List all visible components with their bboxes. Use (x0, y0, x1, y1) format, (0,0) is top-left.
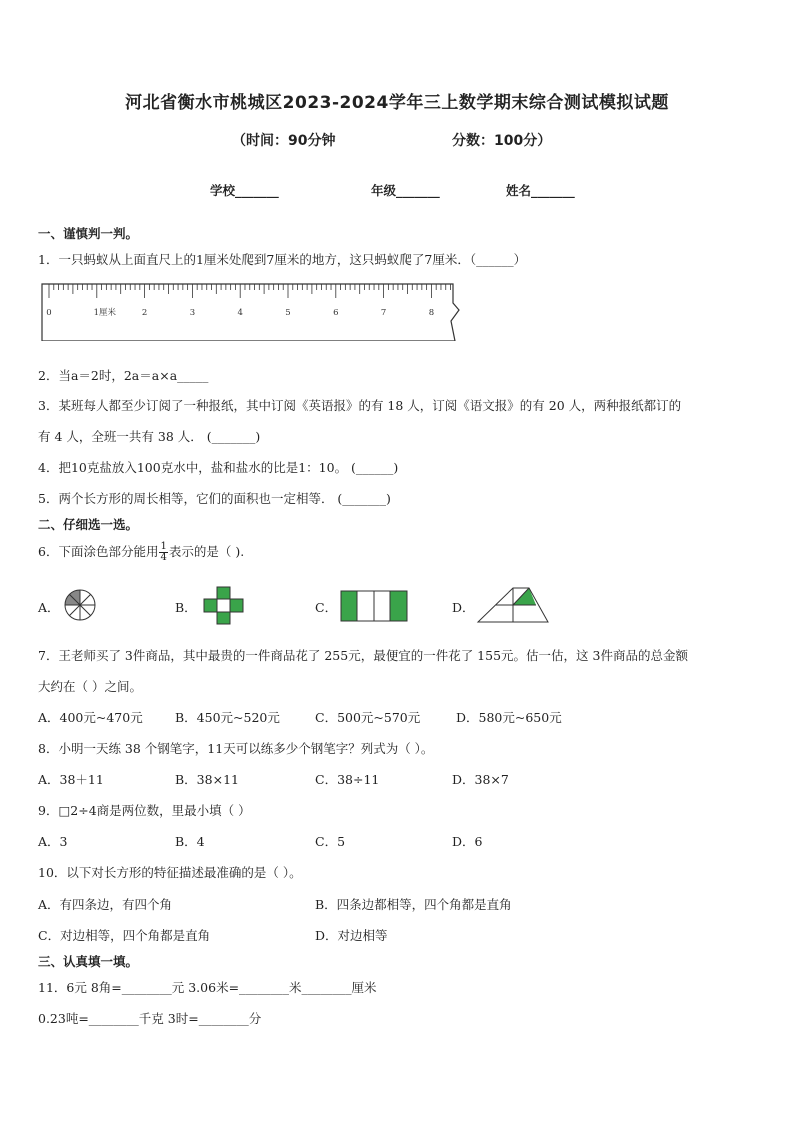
section-judge: 一、谨慎判一判。 (38, 226, 139, 241)
question-4: 4．把10克盐放入100克水中，盐和盐水的比是1：10。 (______) (38, 460, 399, 475)
ruler-label: 4 (237, 308, 243, 318)
option-10c[interactable]: C．对边相等，四个角都是直角 (38, 928, 211, 943)
option-9c[interactable]: C．5 (315, 834, 346, 849)
option-6b[interactable]: B． (175, 600, 197, 615)
question-7-line2: 大约在（ ）之间。 (38, 679, 142, 694)
question-6-prefix: 6．下面涂色部分能用 (38, 544, 159, 559)
grade-field[interactable]: 年级_______ (371, 183, 440, 198)
section-choose: 二、仔细选一选。 (38, 517, 139, 532)
question-11-line1: 11．6元 8角=________元 3.06米=________米________厘米 (38, 980, 377, 995)
question-3-line2: 有 4 人，全班一共有 38 人． (_______) (38, 429, 261, 444)
exam-score: 分数：100分） (452, 133, 552, 149)
option-7d[interactable]: D．580元~650元 (456, 710, 562, 725)
option-8c[interactable]: C．38÷11 (315, 772, 380, 787)
option-10b[interactable]: B．四条边都相等，四个角都是直角 (315, 897, 512, 912)
name-field[interactable]: 姓名_______ (506, 183, 575, 198)
question-11-line2: 0.23吨=________千克 3时=________分 (38, 1011, 262, 1026)
option-9a[interactable]: A．3 (38, 834, 68, 849)
question-1: 1．一只蚂蚁从上面直尺上的1厘米处爬到7厘米的地方，这只蚂蚁爬了7厘米．（______） (38, 252, 527, 267)
option-10d[interactable]: D．对边相等 (315, 928, 388, 943)
bars-figure (340, 590, 408, 622)
question-9: 9．□2÷4商是两位数，里最小填（ ） (38, 803, 251, 818)
fraction-numerator: 1 (160, 541, 167, 552)
ruler-label: 7 (380, 308, 387, 318)
option-9d[interactable]: D．6 (452, 834, 483, 849)
question-2: 2．当a＝2时，2a＝a×a_____ (38, 368, 209, 383)
option-6c[interactable]: C． (315, 600, 338, 615)
option-6a[interactable]: A． (38, 600, 60, 615)
fraction-denominator: 4 (160, 552, 167, 563)
question-5: 5．两个长方形的周长相等，它们的面积也一定相等． (_______) (38, 491, 391, 506)
ruler-image (41, 283, 465, 341)
option-8b[interactable]: B．38×11 (175, 772, 239, 787)
question-7-line1: 7．王老师买了 3件商品，其中最贵的一件商品花了 255元，最便宜的一件花了 155元。估一估，这 3件商品的总金额 (38, 648, 688, 663)
question-8: 8．小明一天练 38 个钢笔字，11天可以练多少个钢笔字？列式为（ ）。 (38, 741, 434, 756)
section-fill: 三、认真填一填。 (38, 954, 139, 969)
option-10a[interactable]: A．有四条边，有四个角 (38, 897, 173, 912)
ruler-label: 2 (141, 308, 148, 318)
exam-time: （时间：90分钟 (232, 133, 336, 149)
option-9b[interactable]: B．4 (175, 834, 205, 849)
school-field[interactable]: 学校_______ (210, 183, 279, 198)
question-6 (38, 542, 244, 563)
ruler-label: 1厘米 (93, 308, 117, 318)
ruler-label: 6 (333, 308, 339, 318)
option-7c[interactable]: C．500元~570元 (315, 710, 421, 725)
question-10: 10．以下对长方形的特征描述最准确的是（ ）。 (38, 865, 302, 880)
fraction-one-quarter (159, 542, 167, 563)
cross-figure (202, 586, 246, 626)
trapezoid-figure (476, 587, 550, 623)
question-6-suffix: 表示的是（ ). (168, 544, 245, 559)
option-8a[interactable]: A．38＋11 (38, 772, 104, 787)
page-title: 河北省衡水市桃城区2023-2024学年三上数学期末综合测试模拟试题 (125, 93, 669, 113)
pie-figure (64, 589, 96, 621)
option-7a[interactable]: A．400元~470元 (38, 710, 143, 725)
ruler-label: 8 (428, 308, 435, 318)
option-6d[interactable]: D． (452, 600, 475, 615)
question-3-line1: 3．某班每人都至少订阅了一种报纸，其中订阅《英语报》的有 18 人，订阅《语文报》的有 20 人，两种报纸都订的 (38, 398, 682, 413)
option-7b[interactable]: B．450元~520元 (175, 710, 280, 725)
ruler-label: 0 (46, 308, 52, 318)
option-8d[interactable]: D．38×7 (452, 772, 509, 787)
ruler-label: 5 (285, 308, 291, 318)
ruler-label: 3 (189, 308, 196, 318)
